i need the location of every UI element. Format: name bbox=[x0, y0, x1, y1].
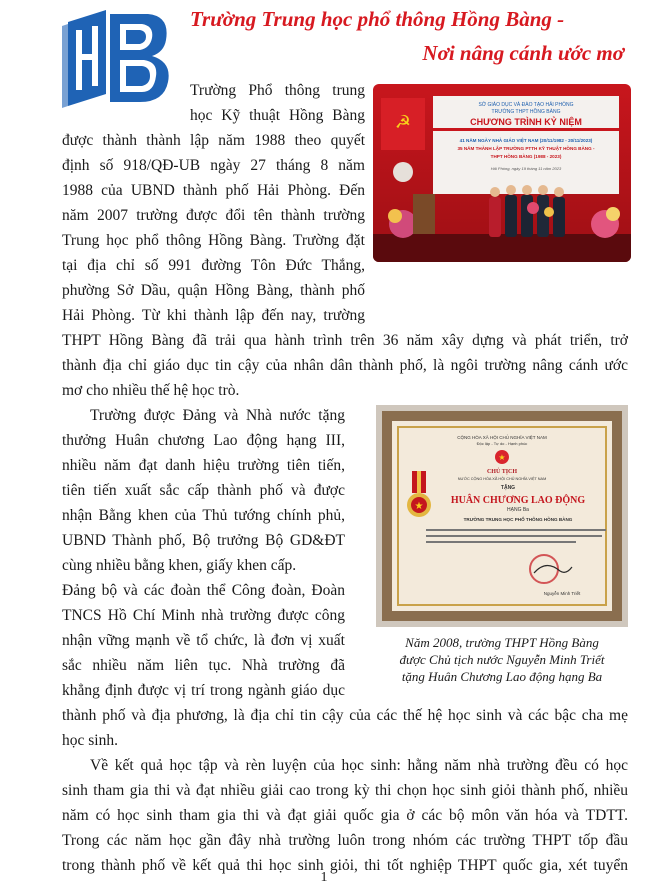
certificate-recipient: TRƯỜNG TRUNG HỌC PHỔ THÔNG HỒNG BÀNG bbox=[463, 517, 573, 522]
paragraph-awards-full bbox=[62, 703, 628, 753]
text-line: 1988 của UBND thành phố Hải Phòng. Đến bbox=[62, 182, 365, 199]
text-line: THPT Hồng Bàng đã trải qua hành trình trên 36 năm xây dựng và phát triển, trở bbox=[62, 332, 628, 349]
text-line: nhận vững mạnh về tổ chức, là đơn vị xuất bbox=[62, 632, 345, 649]
text-line: thưởng Huân chương Lao động hạng III, bbox=[62, 432, 345, 449]
text-line: trong thành phố về kết quả thi học sinh giỏi, thi tốt nghiệp THPT quốc gia, xét tuyển bbox=[62, 857, 628, 874]
banner-text: 41 NĂM NGÀY NHÀ GIÁO VIỆT NAM (20/11/1982 - 20/11/2023) bbox=[459, 138, 593, 143]
paragraph-awards bbox=[62, 403, 345, 703]
text-line: năm có học sinh tham gia thi và đạt giải quốc gia ở các bộ môn văn hóa và TDTT. bbox=[62, 807, 628, 824]
paragraph-intro-full bbox=[62, 328, 628, 403]
certificate-text: Độc lập - Tự do - Hạnh phúc bbox=[476, 441, 528, 446]
text-line: Trường được Đảng và Nhà nước tặng bbox=[90, 407, 345, 424]
caption-line: Năm 2008, trường THPT Hồng Bàng bbox=[405, 635, 599, 650]
paragraph-intro bbox=[190, 78, 365, 128]
caption-line: tặng Huân Chương Lao động hạng Ba bbox=[401, 669, 603, 684]
text-line: học sinh. bbox=[62, 732, 118, 749]
svg-text:☭: ☭ bbox=[394, 112, 412, 132]
certificate-rank: HẠNG Ba bbox=[507, 507, 529, 513]
text-line: UBND Thành phố, Bộ trưởng Bộ GD&ĐT bbox=[62, 532, 345, 549]
text-line: Trung học phổ thông Hồng Bàng. Trường đặt bbox=[62, 232, 365, 249]
text-line: sắc nhiều năm liên tục. Nhà trường đã bbox=[62, 657, 345, 674]
banner-text: THPT HỒNG BÀNG (1988 - 2023) bbox=[490, 154, 562, 159]
text-line: Hải Phòng. Từ khi thành lập đến nay, trường bbox=[62, 307, 365, 324]
text-line: TNCS Hồ Chí Minh nhà trường được công bbox=[62, 607, 345, 624]
text-line: định số 918/QĐ-UB ngày 27 tháng 8 năm bbox=[62, 157, 365, 174]
text-line: thành địa chỉ giáo dục tin cậy của nhân dân thành phố, là ngôi trường nâng cánh ước bbox=[62, 357, 628, 374]
labor-medal-certificate-photo bbox=[376, 405, 628, 627]
caption-line: được Chủ tịch nước Nguyễn Minh Triết bbox=[399, 652, 605, 667]
text-line: năm 2007 trường được đổi tên thành trường bbox=[62, 207, 365, 224]
banner-text: 35 NĂM THÀNH LẬP TRƯỜNG PTTH KỸ THUẬT HỒNG BÀNG - bbox=[457, 146, 595, 151]
certificate-text: TẶNG bbox=[500, 485, 516, 491]
text-line: mơ cho nhiều thế hệ học trò. bbox=[62, 382, 240, 399]
text-line: cùng nhiều bằng khen, giấy khen cấp. bbox=[62, 557, 297, 574]
text-line: Trường Phổ thông trung bbox=[190, 82, 365, 99]
banner-text: TRƯỜNG THPT HỒNG BÀNG bbox=[491, 109, 561, 115]
text-line: học Kỹ thuật Hồng Bàng bbox=[190, 107, 365, 124]
certificate-text: CỘNG HÒA XÃ HỘI CHỦ NGHĨA VIỆT NAM bbox=[457, 435, 547, 440]
text-line: nhiều năm đạt danh hiệu trường tiên tiến, bbox=[62, 457, 345, 474]
svg-text:★: ★ bbox=[414, 501, 424, 512]
text-line: tiên tiến xuất sắc cấp thành phố và được bbox=[62, 482, 345, 499]
paragraph-intro-cont bbox=[62, 128, 365, 328]
text-line: phường Sở Dầu, quận Hồng Bàng, thành phố bbox=[62, 282, 365, 299]
text-line: nhận Bằng khen của Thủ tướng chính phủ, bbox=[62, 507, 345, 524]
anniversary-event-photo bbox=[373, 84, 631, 262]
banner-text: SỞ GIÁO DỤC VÀ ĐÀO TẠO HẢI PHÒNG bbox=[478, 102, 574, 108]
banner-heading: CHƯƠNG TRÌNH KỶ NIỆM bbox=[470, 117, 582, 127]
text-line: thành phố và địa phương, là địa chỉ tin cậy của các thế hệ học sinh và các bậc cha mẹ bbox=[62, 707, 628, 724]
banner-date: Hải Phòng, ngày 19 tháng 11 năm 2023 bbox=[490, 166, 562, 171]
page-number: 1 bbox=[320, 870, 328, 885]
school-logo bbox=[54, 6, 174, 110]
certificate-text: NƯỚC CỘNG HÒA XÃ HỘI CHỦ NGHĨA VIỆT NAM bbox=[457, 477, 547, 481]
certificate-role: CHỦ TỊCH bbox=[486, 469, 518, 475]
text-line: được thành thành lập năm 1988 theo quyết bbox=[62, 132, 365, 149]
text-line: Về kết quả học tập và rèn luyện của học sinh: hằng năm nhà trường đều có học bbox=[90, 757, 628, 774]
certificate-caption bbox=[372, 634, 632, 685]
text-line: khẳng định được vị trí trong ngành giáo dục bbox=[62, 682, 345, 699]
page-title-line-2: Nơi nâng cánh ước mơ bbox=[422, 41, 624, 65]
certificate-award: HUÂN CHƯƠNG LAO ĐỘNG bbox=[450, 495, 586, 506]
text-line: Đảng bộ và các đoàn thể Công đoàn, Đoàn bbox=[62, 582, 345, 599]
paragraph-results bbox=[62, 753, 628, 878]
svg-text:★: ★ bbox=[498, 453, 506, 462]
certificate-signer: Nguyễn Minh Triết bbox=[543, 591, 581, 596]
text-line: Trong các năm học gần đây nhà trường luôn trong nhóm các trường THPT tốp đầu bbox=[62, 832, 628, 849]
text-line: tại địa chỉ số 991 đường Tôn Đức Thắng, bbox=[62, 257, 365, 274]
text-line: sinh tham gia thi và đạt nhiều giải cao trong kỳ thi chọn học sinh giỏi thành phố, nhiều bbox=[62, 782, 628, 799]
page-title-line-1: Trường Trung học phổ thông Hồng Bàng - bbox=[190, 7, 565, 31]
